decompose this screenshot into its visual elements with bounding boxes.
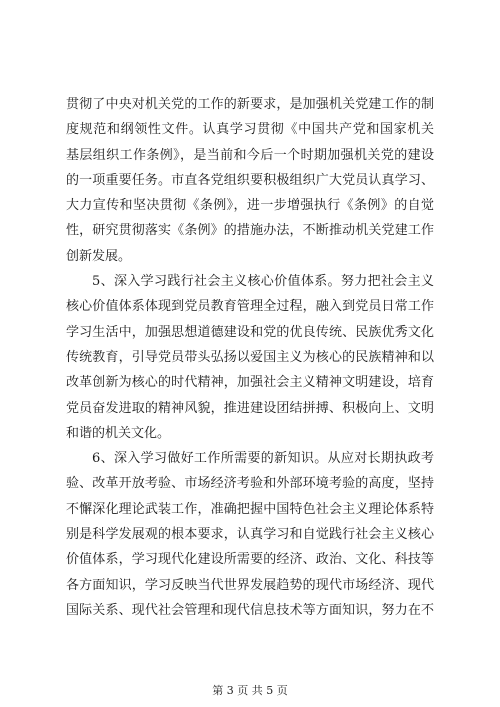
text-line: 价值体系，学习现代化建设所需要的经济、政治、文化、科技等 (66, 552, 434, 568)
text-line: 大力宣传和坚决贯彻《条例》，进一步增强执行《条例》的自觉 (66, 198, 434, 214)
text-line: 性，研究贯彻落实《条例》的措施办法，不断推动机关党建工作 (66, 223, 434, 239)
text-line: 学习生活中，加强思想道德建设和党的优良传统、民族优秀文化 (66, 324, 434, 340)
text-line: 党员奋发进取的精神风貌，推进建设团结拼搏、积极向上、文明 (66, 400, 434, 416)
text-line: 各方面知识，学习反映当代世界发展趋势的现代市场经济、现代 (66, 577, 434, 593)
paragraph (66, 269, 434, 446)
text-line: 度规范和纲领性文件。认真学习贯彻《中国共产党和国家机关 (66, 122, 434, 138)
text-line: 基层组织工作条例》，是当前和今后一个时期加强机关党的建设 (66, 147, 434, 163)
text-line: 核心价值体系体现到党员教育管理全过程，融入到党员日常工作 (66, 299, 434, 315)
text-line: 别是科学发展观的根本要求，认真学习和自觉践行社会主义核心 (66, 527, 434, 543)
body-text (66, 92, 434, 623)
paragraph (66, 92, 434, 269)
text-line: 的一项重要任务。市直各党组织要积极组织广大党员认真学习、 (66, 172, 434, 188)
text-line: 6、深入学习做好工作所需要的新知识。从应对长期执政考 (92, 451, 434, 467)
page-number-footer: 第 3 页 共 5 页 (212, 684, 288, 697)
text-line: 改革创新为核心的时代精神，加强社会主义精神文明建设，培育 (66, 375, 434, 391)
text-line: 和谐的机关文化。 (66, 425, 171, 441)
text-line: 创新发展。 (66, 248, 132, 264)
text-line: 不懈深化理论武装工作，准确把握中国特色社会主义理论体系特 (66, 501, 434, 517)
text-line: 国际关系、现代社会管理和现代信息技术等方面知识，努力在不 (66, 602, 434, 618)
text-line: 验、改革开放考验、市场经济考验和外部环境考验的高度，坚持 (66, 476, 434, 492)
text-line: 传统教育，引导党员带头弘扬以爱国主义为核心的民族精神和以 (66, 349, 434, 365)
text-line: 贯彻了中央对机关党的工作的新要求，是加强机关党建工作的制 (66, 97, 434, 112)
paragraph (66, 446, 434, 623)
text-line: 5、深入学习践行社会主义核心价值体系。努力把社会主义 (92, 274, 434, 290)
